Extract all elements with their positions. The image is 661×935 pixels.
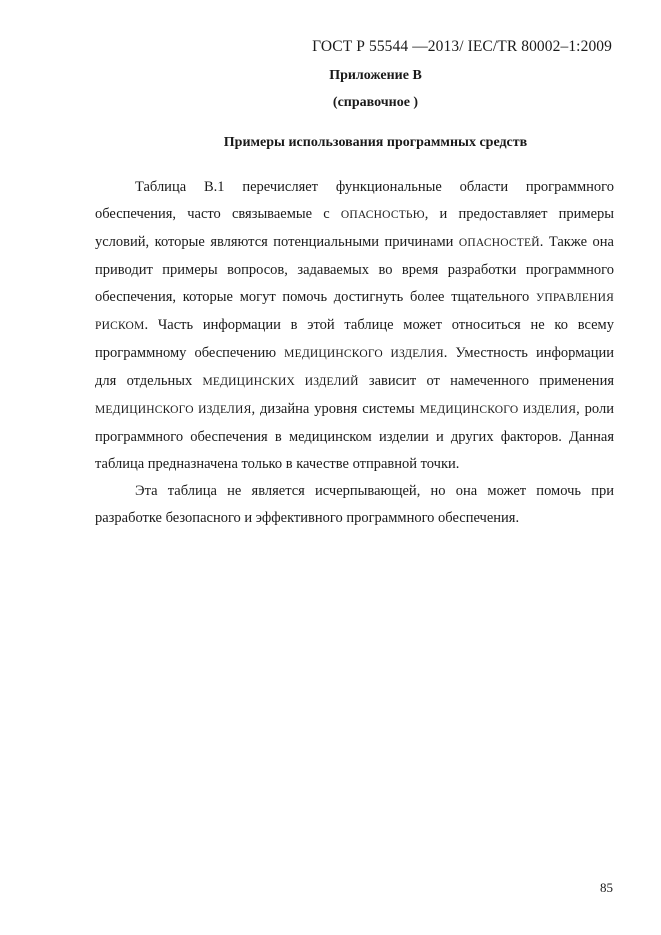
body-text (95, 174, 614, 532)
term-medical-devices: МЕДИЦИНСКИХ ИЗДЕЛИЙ (202, 376, 359, 388)
standard-header: ГОСТ Р 55544 —2013/ IEC/TR 80002–1:2009 (312, 38, 612, 55)
text-run: Таблица В.1 перечисляет функциональные области программного обеспечения, часто связываемые с (95, 179, 614, 222)
text-run: . Уместность информации для отдельных (95, 345, 614, 389)
section-title: Примеры использования программных средств (223, 135, 528, 150)
text-run: . Также она приводит примеры вопросов, задаваемых во время разработки программного обеспечения, которые могут помочь достигнуть более тщательного (95, 234, 614, 305)
annex-subtitle: (справочное ) (332, 95, 419, 110)
term-medical-device: МЕДИЦИНСКОГО ИЗДЕЛИЯ (284, 348, 444, 360)
annex-title: Приложение В (329, 68, 422, 83)
term-risk-management: УПРАВЛЕНИЯ РИСКОМ (95, 292, 614, 332)
text-run: . Часть информации в этой таблице может относиться не ко всему программному обеспечению (95, 317, 614, 361)
page-number: 85 (600, 880, 613, 895)
term-medical-device: МЕДИЦИНСКОГО ИЗДЕЛИЯ (419, 404, 577, 416)
text-run: , роли программного обеспечения в медицинском изделии и других факторов. Данная таблица предназначена только в качестве отправной точки. (95, 401, 614, 472)
term-hazards: ОПАСНОСТЕЙ (458, 237, 540, 249)
text-run: , дизайна уровня системы (251, 401, 420, 417)
paragraph-2: Эта таблица не является исчерпывающей, но она может помочь при разработке безопасного и эффективного программного обеспечения. (95, 483, 614, 526)
term-hazard: ОПАСНОСТЬЮ (340, 209, 425, 221)
text-run: зависит от намеченного применения (358, 373, 614, 389)
text-run: , и предоставляет примеры условий, которые являются потенциальными причинами (95, 206, 614, 250)
term-medical-device: МЕДИЦИНСКОГО ИЗДЕЛИЯ (95, 404, 252, 416)
paragraph-1 (95, 174, 614, 478)
